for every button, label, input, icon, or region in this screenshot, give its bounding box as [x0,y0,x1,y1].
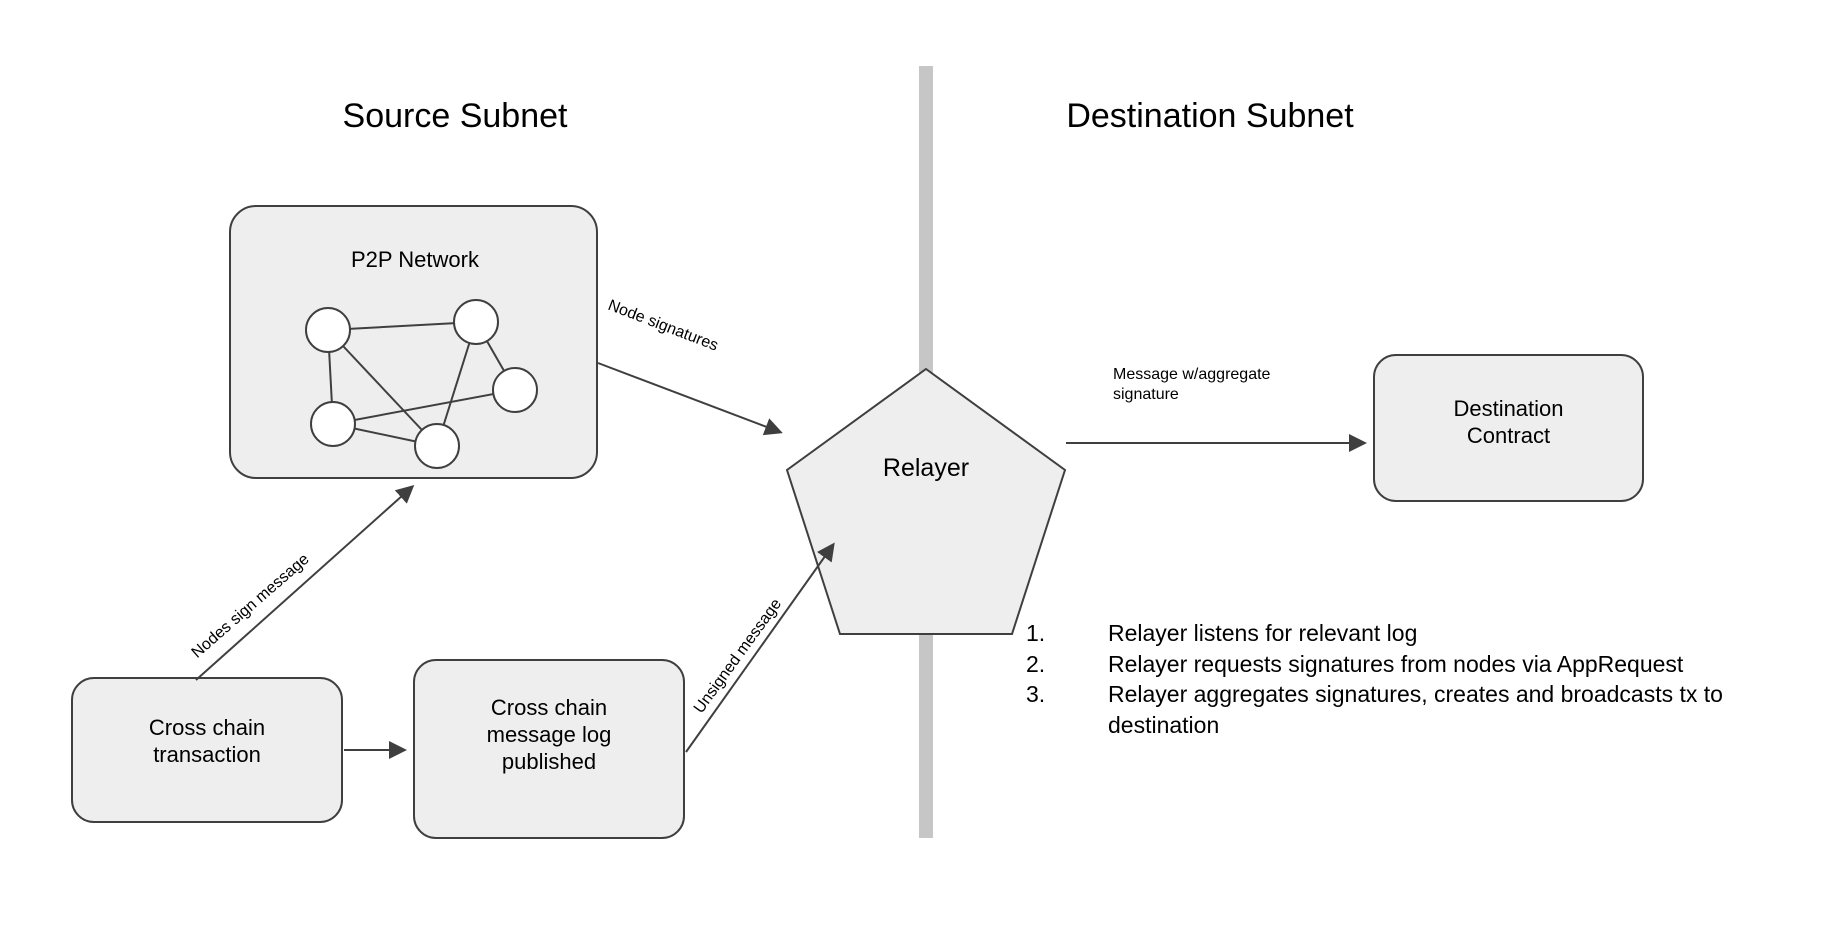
p2p-node [306,308,350,352]
p2p-network-label: P2P Network [351,247,479,272]
p2p-node [415,424,459,468]
destination-contract-label: Destination Contract [1453,396,1564,448]
unsigned-message-label: Unsigned message [690,595,786,717]
list-item [1026,618,1726,649]
p2p-node [311,402,355,446]
step-text: Relayer listens for relevant log [1108,620,1418,646]
relayer-shape [787,369,1065,634]
cross-chain-message-log-label: Cross chain message log published [486,695,612,774]
title-source-subnet: Source Subnet [342,97,568,135]
p2p-node [493,368,537,412]
arrow-log-to-relayer [686,545,833,752]
message-aggregate-signature-label: Message w/aggregate signature [1113,366,1271,403]
relayer-label: Relayer [882,454,970,482]
title-destination-subnet: Destination Subnet [1066,97,1354,135]
step-text: Relayer requests signatures from nodes via AppRequest [1108,650,1684,677]
step-text: Relayer aggregates signatures, creates and broadcasts tx to destination [1108,681,1723,738]
arrow-p2p-to-relayer [598,363,780,432]
cross-chain-transaction-label: Cross chain transaction [148,715,266,767]
nodes-sign-message-label: Nodes sign message [188,550,313,662]
list-item [1026,679,1726,740]
steps-list [1026,618,1726,740]
step-number: 3. [1026,681,1046,708]
arrow-transaction-to-p2p [196,487,412,680]
list-item [1026,649,1726,680]
step-number: 1. [1026,620,1046,646]
step-number: 2. [1026,650,1046,677]
node-signatures-label: Node signatures [605,296,721,355]
p2p-node [454,300,498,344]
